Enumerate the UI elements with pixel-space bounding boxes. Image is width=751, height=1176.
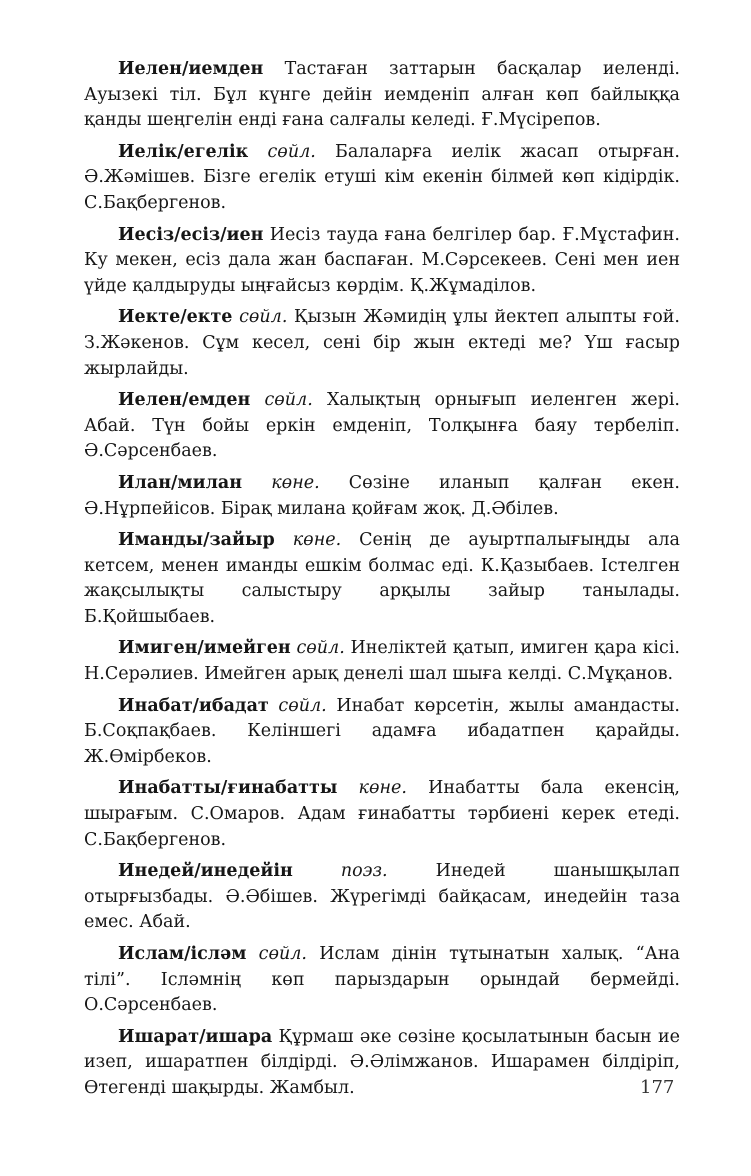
- entry-text: Тастаған заттарын басқалар иеленді. Ауызекі тіл. Бұл күнге дейін иемденіп алған көп байлыққа қанды шеңгелін енді ғана салғалы келеді. Ғ.Мүсірепов.: [84, 59, 680, 131]
- usage-label: көне.: [292, 530, 342, 551]
- headword: Иекте/екте: [118, 307, 233, 328]
- entry: [84, 694, 680, 771]
- usage-label: сөйл.: [296, 638, 345, 659]
- headword: Инабат/ибадат: [118, 695, 269, 716]
- entry: [84, 528, 680, 630]
- entry-text: Инабат көрсетін, жылы амандасты. Б.Соқпақбаев. Келіншегі адамға ибадатпен қарайды. Ж.Өмірбеков.: [84, 695, 680, 767]
- entry-text: Қызын Жәмидің ұлы йектеп алыпты ғой. З.Жәкенов. Сұм кесел, сені бір жын ектеді ме? Үш ғасыр жырлайды.: [84, 307, 680, 379]
- headword: Ишарат/ишара: [118, 1026, 273, 1047]
- entry: [84, 1025, 680, 1102]
- entry-text: Иесіз тауда ғана белгілер бар. Ғ.Мұстафин. Ку мекен, есіз дала жан баспаған. М.Сәрсекеев. Сені мен иен үйде қалдыруды ыңғайсыз көрдім. Қ.Жұмаділов.: [84, 224, 680, 296]
- entry: [84, 471, 680, 522]
- entry: [84, 776, 680, 853]
- usage-label: сөйл.: [264, 390, 313, 411]
- entry: [84, 942, 680, 1019]
- usage-label: көне.: [271, 472, 320, 493]
- usage-label: поэз.: [340, 861, 388, 882]
- entry-text: Инедей шанышқылап отырғызбады. Ә.Әбішев. Жүрегімді байқасам, инедейін таза емес. Абай.: [84, 861, 680, 933]
- headword: Инабатты/ғинабатты: [118, 778, 338, 799]
- entry-text: Сөзіне иланып қалған екен. Ә.Нұрпейісов. Бірақ милана қойғам жоқ. Д.Әбілев.: [84, 472, 680, 519]
- headword: Инедей/инедейін: [118, 861, 293, 882]
- entry: [84, 140, 680, 217]
- entry-text: Сенің де ауыртпалығыңды ала кетсем, менен иманды ешкім болмас еді. К.Қазыбаев. Істелген жақсылықты салыстыру арқылы зайыр танылады. Б.Қойшыбаев.: [84, 530, 680, 627]
- entry: [84, 388, 680, 465]
- entry-text: Инабатты бала екенсің, шырағым. С.Омаров. Адам ғинабатты тәрбиені керек етеді. С.Бақбергенов.: [84, 778, 680, 850]
- headword: Иманды/зайыр: [118, 530, 275, 551]
- headword: Иесіз/есіз/иен: [118, 224, 264, 245]
- entry-text: Құрмаш әке сөзіне қосылатынын басын ие изеп, ишаратпен білдірді. Ә.Әлімжанов. Ишарамен білдіріп, Өтегенді шақырды. Жамбыл.: [84, 1026, 680, 1098]
- usage-label: сөйл.: [239, 307, 288, 328]
- entry: [84, 636, 680, 687]
- dictionary-page: [84, 57, 680, 1108]
- usage-label: сөйл.: [267, 141, 316, 162]
- headword: Иелен/иемден: [118, 59, 264, 79]
- usage-label: көне.: [358, 778, 407, 799]
- headword: Ислам/ісләм: [118, 944, 247, 964]
- headword: Илан/милан: [118, 472, 243, 493]
- page-number: 177: [640, 1077, 675, 1098]
- entry-text: Халықтың орнығып иеленген жері. Абай. Түн бойы еркін емденіп, Толқынға баяу тербеліп. Ә.Сәрсенбаев.: [84, 390, 680, 462]
- entry: [84, 859, 680, 936]
- headword: Иелен/емден: [118, 390, 251, 411]
- entry: [84, 57, 680, 134]
- entry-text: Инеліктей қатып, имиген қара кісі. Н.Серәлиев. Имейген арық денелі шал шыға келді. С.Мұқанов.: [84, 638, 680, 685]
- usage-label: сөйл.: [278, 695, 327, 716]
- headword: Иелік/егелік: [118, 141, 249, 162]
- headword: Имиген/имейген: [118, 638, 291, 659]
- entry: [84, 305, 680, 382]
- entry: [84, 223, 680, 300]
- entry-text: Балаларға иелік жасап отырған. Ә.Жәмішев. Бізге егелік етуші кім екенін білмей көп кідірдік. С.Бақбергенов.: [84, 141, 680, 213]
- usage-label: сөйл.: [258, 944, 307, 964]
- entry-text: Ислам дінін тұтынатын халық. “Ана тілі”. Ісләмнің көп парыздарын орындай бермейді. О.Сәрсенбаев.: [84, 944, 680, 1016]
